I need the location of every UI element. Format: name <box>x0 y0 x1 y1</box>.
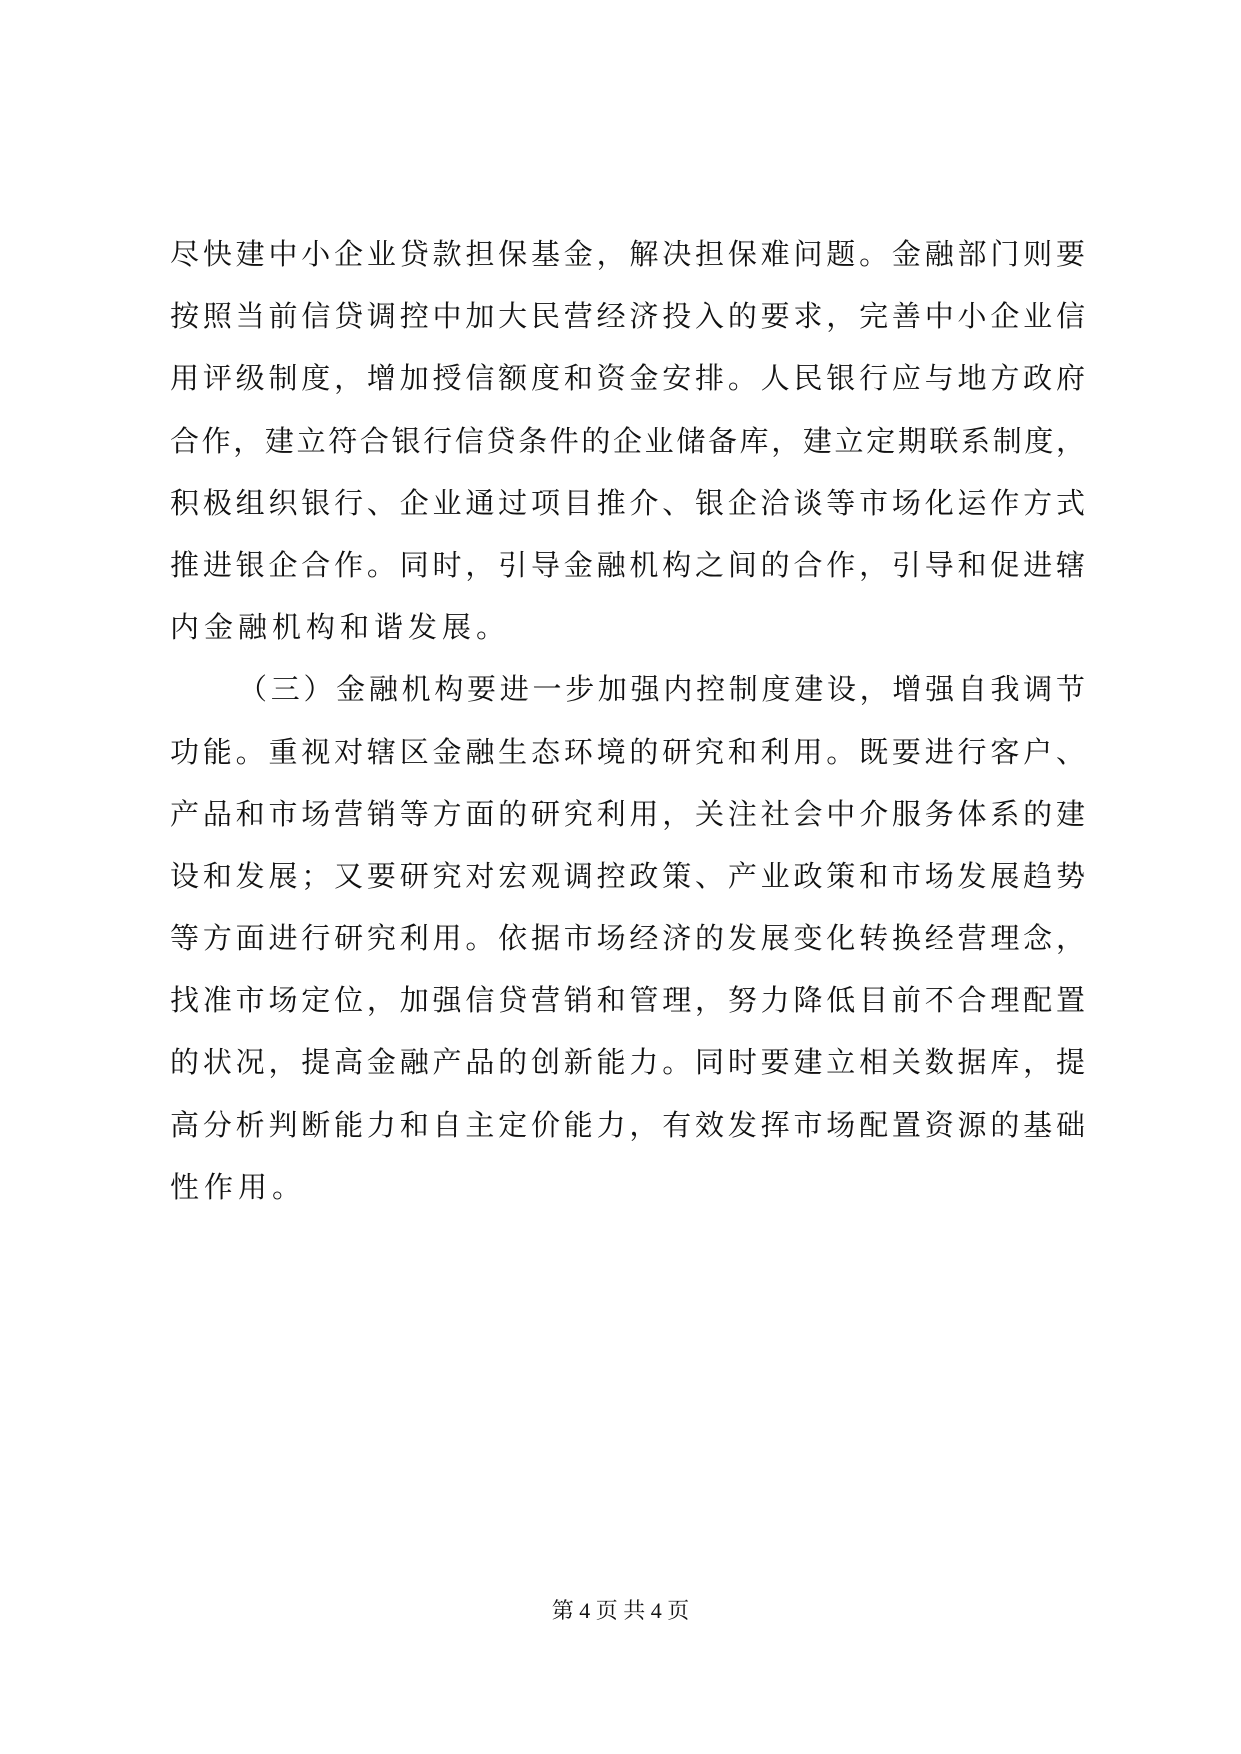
page-number-footer: 第 4 页 共 4 页 <box>551 1598 690 1623</box>
paragraph-1-line-1: 尽快建中小企业贷款担保基金，解决担保难问题。金融部门则要 <box>170 237 1085 271</box>
paragraph-1-line-4: 合作，建立符合银行信贷条件的企业储备库，建立定期联系制度， <box>170 423 1085 458</box>
paragraph-2-line-1: （三）金融机构要进一步加强内控制度建设，增强自我调节 <box>238 672 1085 707</box>
paragraph-2-line-8: 高分析判断能力和自主定价能力，有效发挥市场配置资源的基础 <box>170 1107 1085 1142</box>
paragraph-2-line-2: 功能。重视对辖区金融生态环境的研究和利用。既要进行客户、 <box>170 734 1085 769</box>
paragraph-2-line-9: 性作用。 <box>170 1169 307 1204</box>
paragraph-2-line-6: 找准市场定位，加强信贷营销和管理，努力降低目前不合理配置 <box>170 983 1085 1018</box>
paragraph-1-line-3: 用评级制度，增加授信额度和资金安排。人民银行应与地方政府 <box>170 361 1085 396</box>
paragraph-2-line-4: 设和发展；又要研究对宏观调控政策、产业政策和市场发展趋势 <box>170 858 1085 893</box>
paragraph-1-line-7: 内金融机构和谐发展。 <box>170 610 511 645</box>
paragraph-1-line-6: 推进银企合作。同时，引导金融机构之间的合作，引导和促进辖 <box>170 547 1085 582</box>
document-body <box>170 223 1085 1218</box>
paragraph-1-line-5: 积极组织银行、企业通过项目推介、银企洽谈等市场化运作方式 <box>170 485 1085 520</box>
paragraph-1-line-2: 按照当前信贷调控中加大民营经济投入的要求，完善中小企业信 <box>170 299 1085 334</box>
paragraph-2-line-3: 产品和市场营销等方面的研究利用，关注社会中介服务体系的建 <box>170 796 1085 831</box>
paragraph-2-line-5: 等方面进行研究利用。依据市场经济的发展变化转换经营理念， <box>170 921 1085 956</box>
paragraph-2-line-7: 的状况，提高金融产品的创新能力。同时要建立相关数据库，提 <box>170 1045 1085 1080</box>
